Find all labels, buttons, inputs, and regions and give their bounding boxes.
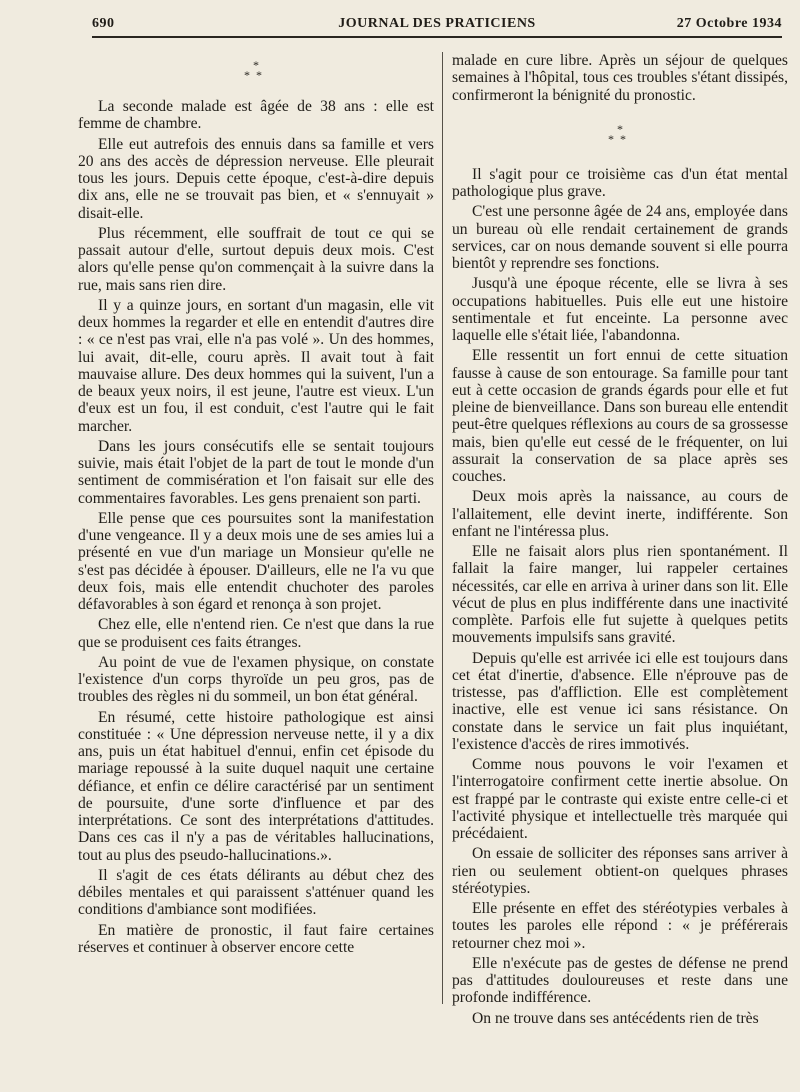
- paragraph: Elle présente en effet des stéréotypies verbales à toutes les paroles elle répond : « je préférerais retourner chez moi ».: [452, 900, 788, 952]
- paragraph: Elle eut autrefois des ennuis dans sa famille et vers 20 ans des accès de dépression nerveuse. Elle pleurait tous les jours. Depuis cette époque, c'est-à-dire depuis dix ans, elle ne se trouvait pas bien, et « s'ennuyait » disait-elle.: [78, 135, 434, 222]
- paragraph: Il y a quinze jours, en sortant d'un magasin, elle vit deux hommes la regarder et elle en entendit d'autres dire : « ce n'est pas vrai, elle n'a pas volé ». Un des hommes, lui avait, dit-elle, couru après. Il avait tout à fait mauvaise allure. Des deux hommes qui la suivent, l'un a de beaux yeux noirs, il est jeune, l'autre est vieux. L'un d'eux est un fou, il est conduit, c'est l'autre qui le fait marcher.: [78, 296, 434, 435]
- right-column: [452, 52, 788, 1062]
- paragraph: C'est une personne âgée de 24 ans, employée dans un bureau où elle rendait certainement de grands services, car on nous demande souvent si elle pourra bientôt y reprendre ses fonctions.: [452, 203, 788, 272]
- paragraph: Dans les jours consécutifs elle se sentait toujours suivie, mais était l'objet de la part de tout le monde d'un sentiment de commisération et l'on faisait sur elle des commentaires favorables. Les gens prenaient son parti.: [78, 437, 434, 507]
- section-separator: * **: [608, 121, 632, 146]
- paragraph: Il s'agit de ces états délirants au début chez des débiles mentales et qui paraissent s'atténuer quand les conditions d'ambiance sont modifiées.: [78, 866, 434, 919]
- column-divider: [442, 52, 443, 1004]
- paragraph: Chez elle, elle n'entend rien. Ce n'est que dans la rue que se produisent ces faits étranges.: [78, 616, 434, 651]
- paragraph: La seconde malade est âgée de 38 ans : elle est femme de chambre.: [78, 98, 434, 133]
- paragraph: Elle ressentit un fort ennui de cette situation fausse à cause de son entourage. Sa famille pour tant eut à cette occasion de grands égards pour elle et fut pleine de bienveillance. Dans son bureau elle entendit peut-être quelques réflexions au cours de sa grossesse mais, bien qu'elle eut cessé de le fréquenter, on lui assurait la conservation de sa place après ses couches.: [452, 347, 788, 485]
- page-number: 690: [92, 16, 115, 31]
- paragraph: Depuis qu'elle est arrivée ici elle est toujours dans cet état d'inertie, d'absence. Elle n'éprouve pas de tristesse, pas d'affliction. Elle est complètement inactive, elle est venue ici sans résistance. On constate dans le service un fait plus inquiétant, l'existence d'accès de rires immotivés.: [452, 649, 788, 753]
- paragraph: Elle pense que ces poursuites sont la manifestation d'une vengeance. Il y a deux mois une de ses amies lui a présenté en vue d'un mariage un Monsieur qu'elle ne s'est pas décidée à épouser. D'ailleurs, elle ne l'a vu que deux fois, mais elle entendit chuchoter des paroles défavorables à son égard et renonça à son projet.: [78, 509, 434, 613]
- paragraph: En résumé, cette histoire pathologique est ainsi constituée : « Une dépression nerveuse nette, il y a dix ans, puis un état habituel d'ennui, enfin cet épisode du mariage repoussé à la suite duquel naquit une certaine défiance, et enfin ce délire caractérisé par un sentiment de poursuite, d'une sorte d'influence et par des interprétations. Ce sont des interprétations d'attitudes. Dans ces cas il n'y a pas de véritables hallucinations, tout au plus des pseudo-hallucinations.».: [78, 708, 434, 864]
- paragraph: Elle ne faisait alors plus rien spontanément. Il fallait la faire manger, lui rappeler certaines nécessités, car elle en arriva à uriner dans son lit. Elle vécut de plus en plus indifférente dans une inactivité complète. Parfois elle fut sujette à quelques petits mouvements impulsifs sans gravité.: [452, 543, 788, 647]
- continued-paragraph: malade en cure libre. Après un séjour de quelques semaines à l'hôpital, tous ces troubles s'étant dissipés, confirmeront la bénignité du pronostic.: [452, 52, 788, 104]
- paragraph: En matière de pronostic, il faut faire certaines réserves et continuer à observer encore cette: [78, 921, 434, 956]
- paragraph: Elle n'exécute pas de gestes de défense ne prend pas d'attitudes douloureuses et reste dans une profonde indifférence.: [452, 954, 788, 1007]
- paragraph: On essaie de solliciter des réponses sans arriver à rien ou seulement obtient-on quelques phrases stéréotypies.: [452, 845, 788, 897]
- journal-title: JOURNAL DES PRATICIENS: [338, 16, 536, 31]
- paragraph: Il s'agit pour ce troisième cas d'un état mental pathologique plus grave.: [452, 165, 788, 200]
- section-separator: * **: [244, 60, 268, 82]
- paragraph: Comme nous pouvons le voir l'examen et l'interrogatoire confirment cette inertie absolue. On est frappé par le contraste qui existe entre celle-ci et l'activité physique et intellectuelle très marquée qui précédaient.: [452, 756, 788, 842]
- left-column: [78, 60, 434, 1062]
- page-header: [92, 14, 782, 38]
- paragraph: Plus récemment, elle souffrait de tout ce qui se passait autour d'elle, surtout depuis deux mois. C'est alors qu'elle pense qu'on commençait à la suivre dans la rue, mais sans rien dire.: [78, 224, 434, 294]
- paragraph: On ne trouve dans ses antécédents rien de très: [472, 1009, 759, 1027]
- paragraph: Jusqu'à une époque récente, elle se livra à ses occupations habituelles. Puis elle eut une histoire sentimentale et fut enceinte. La personne avec laquelle elle s'était liée, l'abandonna.: [452, 275, 788, 344]
- paragraph: Deux mois après la naissance, au cours de l'allaitement, elle devint inerte, indifférente. Son enfant ne l'intéressa plus.: [452, 488, 788, 540]
- issue-date: 27 Octobre 1934: [676, 16, 782, 31]
- paragraph: Au point de vue de l'examen physique, on constate l'existence d'un corps thyroïde un peu gros, pas de troubles des règles ni du sommeil, un bon état général.: [78, 653, 434, 706]
